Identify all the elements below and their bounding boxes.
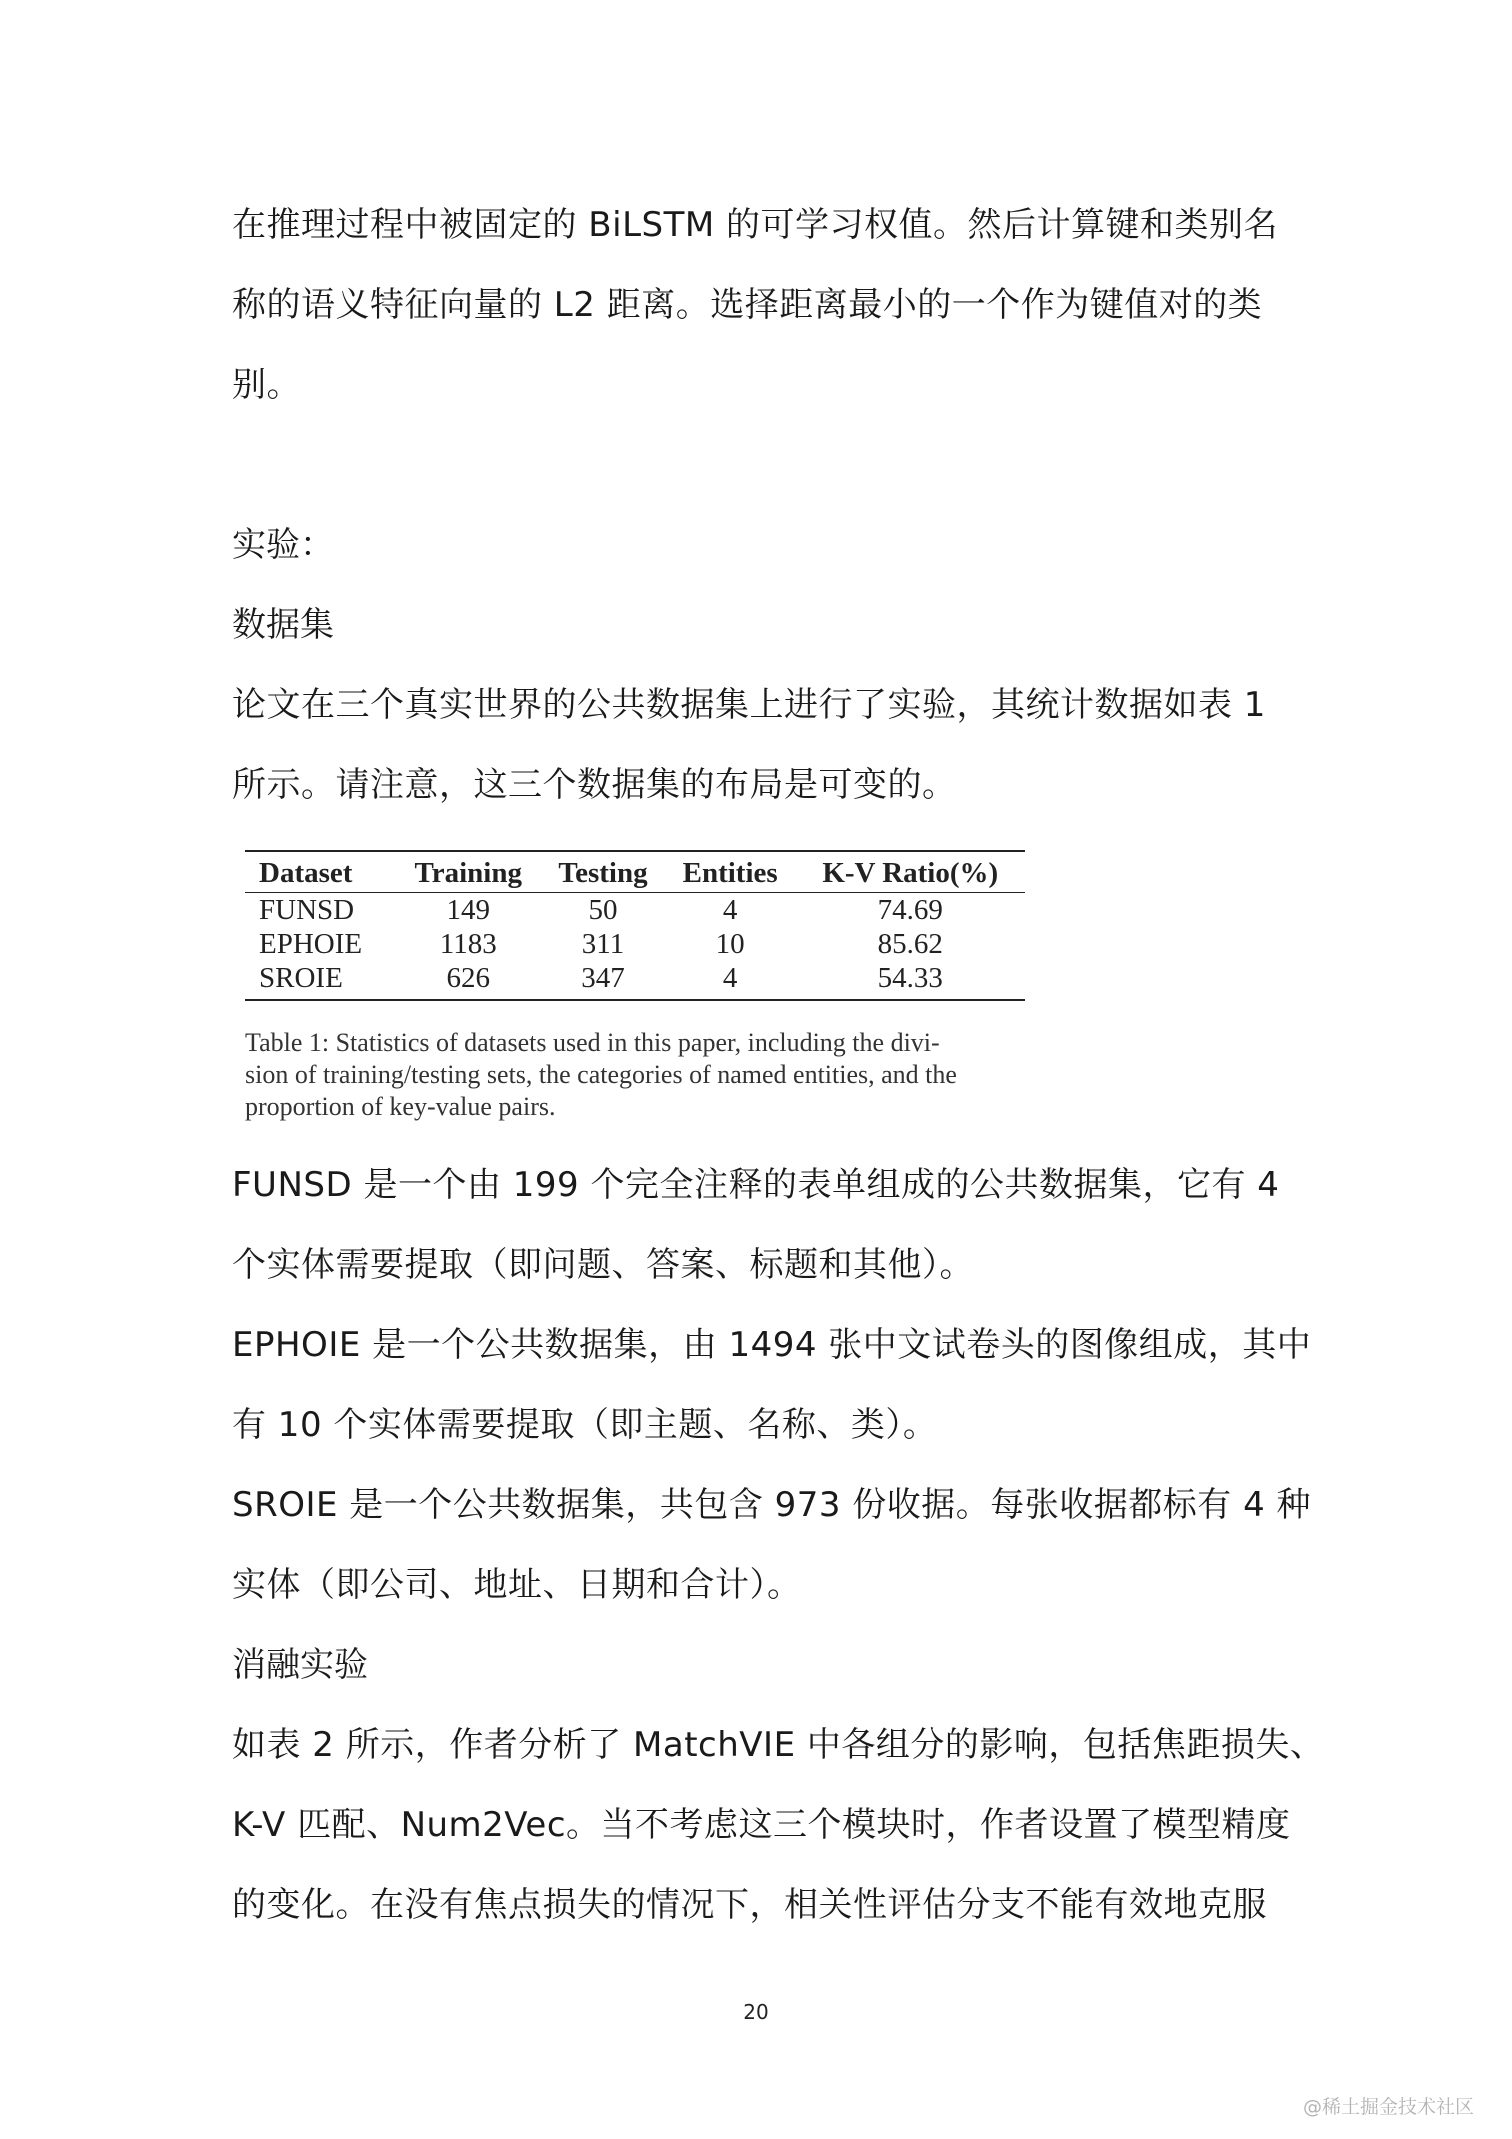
table-row — [245, 961, 1025, 1000]
page-number: 20 — [743, 2000, 769, 2024]
paragraph-ephoie — [232, 1305, 1312, 1465]
text-line: 如表 2 所示，作者分析了 MatchVIE 中各组分的影响，包括焦距损失、 — [232, 1725, 1325, 1765]
table-cell: 311 — [581, 928, 625, 960]
text-line: 有 10 个实体需要提取（即主题、名称、类）。 — [232, 1405, 938, 1445]
table-cell: 74.69 — [877, 894, 943, 926]
dataset-statistics-table — [245, 850, 1025, 1001]
table-cell: FUNSD — [259, 894, 355, 926]
text-line: 别。 — [232, 365, 301, 405]
table-row — [245, 927, 1025, 961]
table-cell: EPHOIE — [259, 928, 363, 960]
paragraph-sroie — [232, 1465, 1312, 1625]
table-caption — [245, 1027, 1015, 1123]
table-cell: 149 — [446, 894, 491, 926]
caption-line: Table 1: Statistics of datasets used in this paper, including the divi- — [245, 1028, 940, 1057]
paragraph-ablation — [232, 1705, 1325, 1945]
header-cell: Entities — [665, 851, 796, 893]
table-cell: 50 — [588, 894, 618, 926]
text-line: SROIE 是一个公共数据集，共包含 973 份收据。每张收据都标有 4 种 — [232, 1485, 1312, 1525]
table-cell: 1183 — [439, 928, 497, 960]
text-line: 所示。请注意，这三个数据集的布局是可变的。 — [232, 765, 957, 805]
table-figure — [245, 850, 1030, 1123]
text-line: 个实体需要提取（即问题、答案、标题和其他）。 — [232, 1245, 974, 1285]
table-cell: 4 — [722, 894, 738, 926]
header-cell: Dataset — [245, 851, 395, 893]
text-line: EPHOIE 是一个公共数据集，由 1494 张中文试卷头的图像组成，其中 — [232, 1325, 1312, 1365]
table-cell: 626 — [446, 962, 491, 994]
text-line: 论文在三个真实世界的公共数据集上进行了实验，其统计数据如表 1 — [232, 685, 1266, 725]
dataset-descriptions — [232, 1145, 1325, 1945]
table-cell: 10 — [715, 928, 745, 960]
table-cell: SROIE — [259, 962, 343, 994]
text-line: K-V 匹配、Num2Vec。当不考虑这三个模块时，作者设置了模型精度 — [232, 1805, 1291, 1845]
table-cell: 4 — [722, 962, 738, 994]
text-line: 在推理过程中被固定的 BiLSTM 的可学习权值。然后计算键和类别名 — [232, 205, 1279, 245]
table-cell: 347 — [581, 962, 625, 994]
caption-line: proportion of key-value pairs. — [245, 1092, 556, 1121]
header-cell: Training — [395, 851, 541, 893]
header-cell: K-V Ratio(%) — [796, 851, 1025, 893]
section-heading: 实验： — [232, 525, 334, 565]
table-cell: 54.33 — [877, 962, 943, 994]
table-header-row — [245, 851, 1025, 893]
paragraph-funsd — [232, 1145, 1292, 1305]
table-cell: 85.62 — [877, 928, 943, 960]
caption-line: sion of training/testing sets, the categories of named entities, and the — [245, 1060, 957, 1089]
text-line: 实体（即公司、地址、日期和合计）。 — [232, 1565, 802, 1605]
watermark: @稀土掘金技术社区 — [1302, 2096, 1474, 2118]
header-cell: Testing — [541, 851, 665, 893]
subsection-heading: 消融实验 — [232, 1645, 368, 1685]
paragraph-inference — [232, 185, 1292, 425]
subsection-heading: 数据集 — [232, 605, 334, 645]
text-line: 的变化。在没有焦点损失的情况下，相关性评估分支不能有效地克服 — [232, 1885, 1267, 1925]
table-row — [245, 893, 1025, 928]
text-line: 称的语义特征向量的 L2 距离。选择距离最小的一个作为键值对的类 — [232, 285, 1263, 325]
text-line: FUNSD 是一个由 199 个完全注释的表单组成的公共数据集，它有 4 — [232, 1165, 1280, 1205]
heading-experiment — [232, 505, 1292, 825]
